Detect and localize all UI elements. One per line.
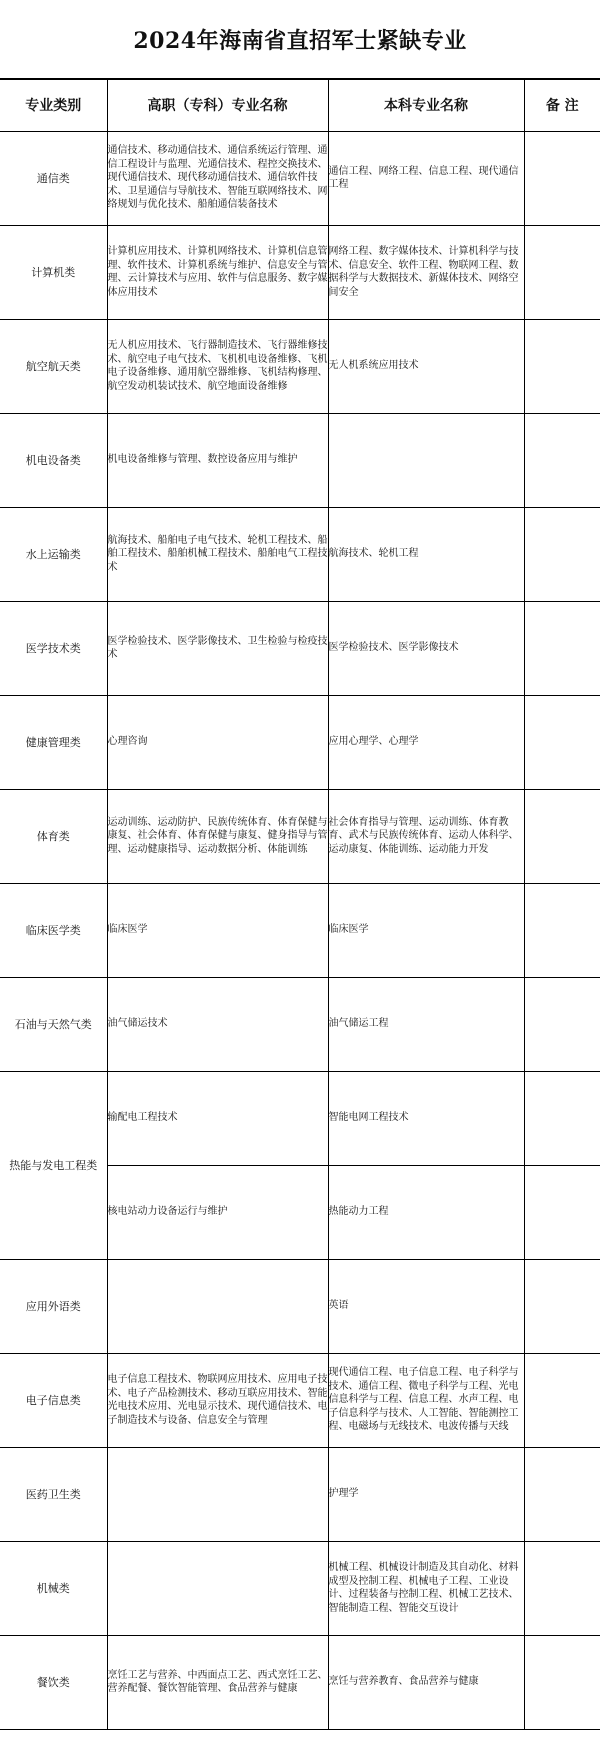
remarks-cell bbox=[524, 319, 600, 413]
vocational-cell: 心理咨询 bbox=[107, 695, 328, 789]
table-row bbox=[0, 413, 600, 507]
undergraduate-cell: 烹饪与营养教育、食品营养与健康 bbox=[328, 1635, 524, 1729]
table-row bbox=[0, 1541, 600, 1635]
undergraduate-cell: 网络工程、数字媒体技术、计算机科学与技术、信息安全、软件工程、物联网工程、数据科学与大数据技术、新媒体技术、网络空间安全 bbox=[328, 225, 524, 319]
table-row bbox=[0, 1353, 600, 1447]
remarks-cell bbox=[524, 601, 600, 695]
remarks-cell bbox=[524, 883, 600, 977]
remarks-cell bbox=[524, 1259, 600, 1353]
table-row bbox=[0, 601, 600, 695]
undergraduate-cell: 社会体育指导与管理、运动训练、体育教育、武术与民族传统体育、运动人体科学、运动康复、体能训练、运动能力开发 bbox=[328, 789, 524, 883]
undergraduate-cell: 医学检验技术、医学影像技术 bbox=[328, 601, 524, 695]
category-cell: 电子信息类 bbox=[0, 1353, 107, 1447]
category-cell: 医学技术类 bbox=[0, 601, 107, 695]
vocational-cell: 医学检验技术、医学影像技术、卫生检验与检疫技术 bbox=[107, 601, 328, 695]
category-cell: 计算机类 bbox=[0, 225, 107, 319]
category-cell: 医药卫生类 bbox=[0, 1447, 107, 1541]
category-cell: 通信类 bbox=[0, 131, 107, 225]
undergraduate-cell: 护理学 bbox=[328, 1447, 524, 1541]
undergraduate-cell: 通信工程、网络工程、信息工程、现代通信工程 bbox=[328, 131, 524, 225]
remarks-cell bbox=[524, 789, 600, 883]
table-row bbox=[0, 977, 600, 1071]
remarks-cell bbox=[524, 1541, 600, 1635]
category-cell: 临床医学类 bbox=[0, 883, 107, 977]
remarks-cell bbox=[524, 1635, 600, 1729]
vocational-cell: 临床医学 bbox=[107, 883, 328, 977]
remarks-cell bbox=[524, 225, 600, 319]
table-row bbox=[0, 507, 600, 601]
category-cell: 航空航天类 bbox=[0, 319, 107, 413]
vocational-cell: 油气储运技术 bbox=[107, 977, 328, 1071]
vocational-cell bbox=[107, 1541, 328, 1635]
category-cell: 机械类 bbox=[0, 1541, 107, 1635]
undergraduate-cell: 机械工程、机械设计制造及其自动化、材料成型及控制工程、机械电子工程、工业设计、过程装备与控制工程、机械工艺技术、智能制造工程、智能交互设计 bbox=[328, 1541, 524, 1635]
vocational-cell: 电子信息工程技术、物联网应用技术、应用电子技术、电子产品检测技术、移动互联应用技术、智能光电技术应用、光电显示技术、现代通信技术、电子制造技术与设备、信息安全与管理 bbox=[107, 1353, 328, 1447]
vocational-cell: 核电站动力设备运行与维护 bbox=[107, 1165, 328, 1259]
category-cell: 水上运输类 bbox=[0, 507, 107, 601]
majors-table bbox=[0, 78, 600, 1730]
header-undergraduate: 本科专业名称 bbox=[328, 79, 524, 131]
page-title: 2024年海南省直招军士紧缺专业 bbox=[133, 27, 467, 54]
remarks-cell bbox=[524, 977, 600, 1071]
remarks-cell bbox=[524, 131, 600, 225]
vocational-cell: 输配电工程技术 bbox=[107, 1071, 328, 1165]
remarks-cell bbox=[524, 1353, 600, 1447]
vocational-cell: 航海技术、船舶电子电气技术、轮机工程技术、船舶工程技术、船舶机械工程技术、船舶电气工程技术 bbox=[107, 507, 328, 601]
undergraduate-cell: 应用心理学、心理学 bbox=[328, 695, 524, 789]
remarks-cell bbox=[524, 1447, 600, 1541]
vocational-cell: 计算机应用技术、计算机网络技术、计算机信息管理、软件技术、计算机系统与维护、信息安全与管理、云计算技术与应用、软件与信息服务、数字媒体应用技术 bbox=[107, 225, 328, 319]
undergraduate-cell: 临床医学 bbox=[328, 883, 524, 977]
vocational-cell: 烹饪工艺与营养、中西面点工艺、西式烹饪工艺、营养配餐、餐饮智能管理、食品营养与健康 bbox=[107, 1635, 328, 1729]
table-row bbox=[0, 789, 600, 883]
undergraduate-cell: 无人机系统应用技术 bbox=[328, 319, 524, 413]
category-cell: 健康管理类 bbox=[0, 695, 107, 789]
vocational-cell bbox=[107, 1259, 328, 1353]
category-cell: 体育类 bbox=[0, 789, 107, 883]
undergraduate-cell: 油气储运工程 bbox=[328, 977, 524, 1071]
remarks-cell bbox=[524, 1165, 600, 1259]
category-cell: 机电设备类 bbox=[0, 413, 107, 507]
remarks-cell bbox=[524, 695, 600, 789]
table-row bbox=[0, 1071, 600, 1165]
table-row bbox=[0, 1447, 600, 1541]
category-cell: 应用外语类 bbox=[0, 1259, 107, 1353]
vocational-cell: 机电设备维修与管理、数控设备应用与维护 bbox=[107, 413, 328, 507]
undergraduate-cell: 航海技术、轮机工程 bbox=[328, 507, 524, 601]
header-vocational: 高职（专科）专业名称 bbox=[107, 79, 328, 131]
table-row bbox=[0, 225, 600, 319]
undergraduate-cell: 热能动力工程 bbox=[328, 1165, 524, 1259]
header-category: 专业类别 bbox=[0, 79, 107, 131]
table-row bbox=[0, 1635, 600, 1729]
table-row bbox=[0, 131, 600, 225]
vocational-cell: 运动训练、运动防护、民族传统体育、体育保健与康复、社会体育、体育保健与康复、健身指导与管理、运动健康指导、运动数据分析、体能训练 bbox=[107, 789, 328, 883]
table-row bbox=[0, 695, 600, 789]
remarks-cell bbox=[524, 1071, 600, 1165]
header-remarks: 备 注 bbox=[524, 79, 600, 131]
undergraduate-cell: 英语 bbox=[328, 1259, 524, 1353]
table-row bbox=[0, 883, 600, 977]
table-header-row bbox=[0, 79, 600, 131]
undergraduate-cell bbox=[328, 413, 524, 507]
category-cell: 热能与发电工程类 bbox=[0, 1071, 107, 1259]
category-cell: 餐饮类 bbox=[0, 1635, 107, 1729]
remarks-cell bbox=[524, 413, 600, 507]
table-row bbox=[0, 319, 600, 413]
category-cell: 石油与天然气类 bbox=[0, 977, 107, 1071]
undergraduate-cell: 现代通信工程、电子信息工程、电子科学与技术、通信工程、微电子科学与工程、光电信息科学与工程、信息工程、水声工程、电子信息科学与技术、人工智能、智能测控工程、电磁场与无线技术、电波传播与天线 bbox=[328, 1353, 524, 1447]
table-row bbox=[0, 1259, 600, 1353]
remarks-cell bbox=[524, 507, 600, 601]
undergraduate-cell: 智能电网工程技术 bbox=[328, 1071, 524, 1165]
vocational-cell: 无人机应用技术、飞行器制造技术、飞行器维修技术、航空电子电气技术、飞机机电设备维修、飞机电子设备维修、通用航空器维修、飞机结构修理、航空发动机装试技术、航空地面设备维修 bbox=[107, 319, 328, 413]
vocational-cell bbox=[107, 1447, 328, 1541]
vocational-cell: 通信技术、移动通信技术、通信系统运行管理、通信工程设计与监理、光通信技术、程控交换技术、现代通信技术、现代移动通信技术、通信软件技术、卫星通信与导航技术、智能互联网络技术、网络规划与优化技术、船舶通信装备技术 bbox=[107, 131, 328, 225]
